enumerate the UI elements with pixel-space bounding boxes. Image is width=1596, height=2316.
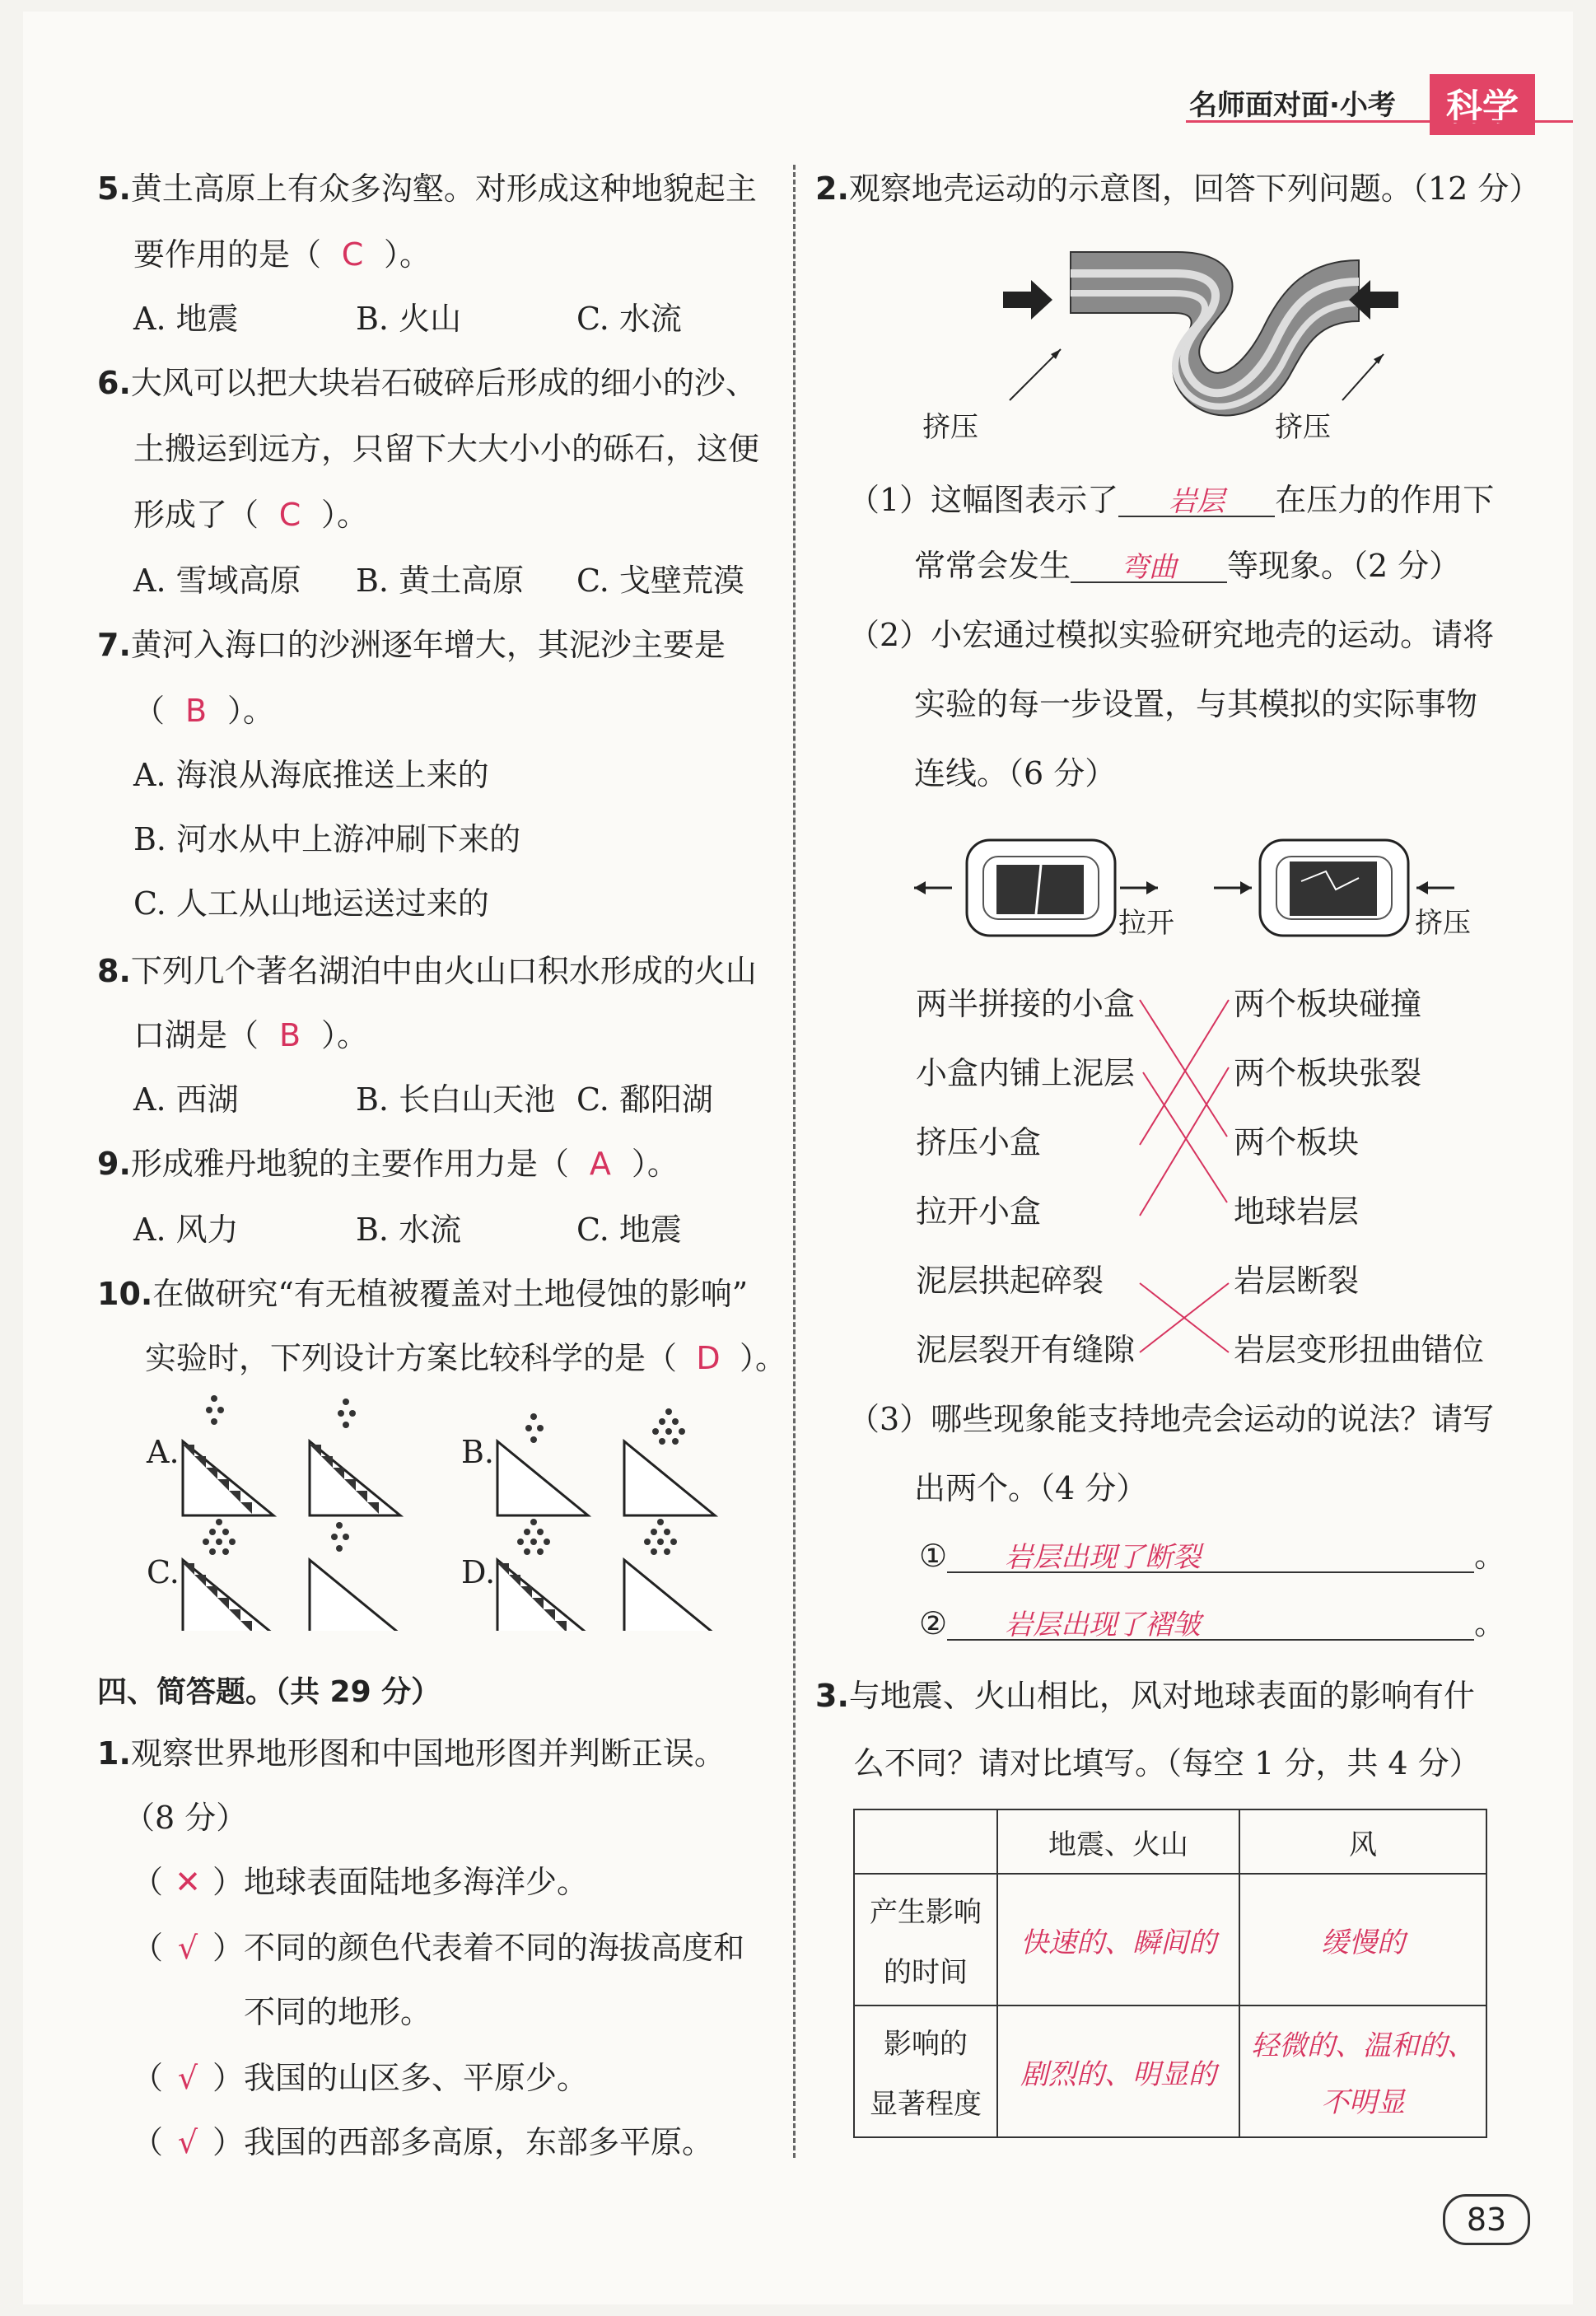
q10-answer: D — [696, 1340, 721, 1376]
q2-p3-answer-1: ① 岩层出现了断裂 。 — [919, 1538, 1506, 1574]
q9-option-c: C. 地震 — [576, 1212, 682, 1248]
match-left-5: 泥层拱起碎裂 — [916, 1263, 1104, 1299]
match-left-4: 拉开小盒 — [916, 1193, 1042, 1230]
crust-fold-diagram — [980, 239, 1408, 461]
s1-item-3-mark: √ — [177, 2060, 198, 2096]
q5-line1: 5.黄土高原上有众多沟壑。对形成这种地貌起主 — [97, 170, 757, 207]
q8-answer: B — [278, 1017, 301, 1053]
experiment-label-pull: 拉开 — [1118, 907, 1174, 940]
section4-title: 四、简答题。（共 29 分） — [97, 1675, 441, 1709]
diagram-label-left: 挤压 — [922, 411, 978, 444]
q6-line1: 6.大风可以把大块岩石破碎后形成的细小的沙、 — [97, 365, 757, 401]
column-divider — [793, 165, 796, 2158]
q2-p1-line1: （1）这幅图表示了 岩层 在压力的作用下 — [848, 482, 1495, 518]
q7-option-c: C. 人工从山地运送过来的 — [133, 885, 489, 922]
s1-item-1-mark: ✕ — [175, 1864, 201, 1900]
q3-line2: 么不同？请对比填写。（每空 1 分，共 4 分） — [853, 1745, 1481, 1781]
q7-answer: B — [184, 693, 208, 729]
page-number: 83 — [1443, 2194, 1530, 2245]
q6-option-c: C. 戈壁荒漠 — [576, 563, 744, 599]
q10-option-d-label: D. — [461, 1554, 496, 1590]
table-row1-quake: 快速的、瞬间的 — [997, 1874, 1239, 2005]
q2-p1-answer-1: 岩层 — [1169, 485, 1225, 518]
q5-answer: C — [341, 236, 364, 273]
match-right-1: 两个板块碰撞 — [1234, 986, 1422, 1022]
s1-item-2-mark: √ — [177, 1930, 198, 1966]
q9-option-b: B. 水流 — [356, 1212, 462, 1248]
q2-p2-line3: 连线。（6 分） — [914, 755, 1117, 791]
q2-p1-answer-2: 弯曲 — [1121, 551, 1178, 584]
header-brand: 名师面对面·小考 — [1189, 89, 1396, 122]
q8-option-b: B. 长白山天池 — [356, 1081, 556, 1118]
s1-item-4: （ √ ）我国的西部多高原，东部多平原。 — [132, 2124, 714, 2160]
s1-item-2-cont: 不同的地形。 — [244, 1994, 432, 2030]
q7-line2: （ B ）。 — [133, 693, 275, 729]
q7-option-a: A. 海浪从海底推送上来的 — [133, 757, 489, 793]
match-right-3: 两个板块 — [1234, 1124, 1360, 1160]
q8-option-a: A. 西湖 — [133, 1081, 239, 1118]
q2-p2-line1: （2）小宏通过模拟实验研究地壳的运动。请将 — [848, 617, 1495, 653]
match-right-5: 岩层断裂 — [1234, 1263, 1360, 1299]
q9-answer: A — [589, 1146, 611, 1182]
q6-option-a: A. 雪域高原 — [133, 563, 301, 599]
q5-option-a: A. 地震 — [133, 301, 239, 337]
s1-item-2: （ √ ）不同的颜色代表着不同的海拔高度和 — [132, 1930, 745, 1966]
match-left-1: 两半拼接的小盒 — [916, 986, 1136, 1022]
table-row2-wind: 轻微的、温和的、 不明显 — [1239, 2005, 1486, 2137]
q5-option-b: B. 火山 — [356, 301, 462, 337]
table-row1-label: 产生影响 的时间 — [854, 1874, 997, 2005]
q2-p3-answer-2: ② 岩层出现了褶皱 。 — [919, 1605, 1506, 1641]
q2-p1-line2: 常常会发生 弯曲 等现象。（2 分） — [914, 548, 1461, 584]
q7-option-b: B. 河水从中上游冲刷下来的 — [133, 821, 521, 857]
q9-line1: 9.形成雅丹地貌的主要作用力是（ A ）。 — [97, 1146, 679, 1182]
match-left-3: 挤压小盒 — [916, 1124, 1042, 1160]
matching-lines — [1136, 980, 1235, 1392]
q8-line2: 口湖是（ B ）。 — [133, 1017, 369, 1053]
header-rule — [1186, 120, 1573, 123]
s1-item-1: （ ✕ ）地球表面陆地多海洋少。 — [132, 1864, 589, 1900]
table-header-blank — [854, 1809, 997, 1874]
q10-option-c-label: C. — [147, 1554, 180, 1590]
match-left-2: 小盒内铺上泥层 — [916, 1055, 1136, 1091]
table-row2-label: 影响的 显著程度 — [854, 2005, 997, 2137]
q5-line2: 要作用的是（ C ）。 — [133, 236, 432, 273]
diagram-label-right: 挤压 — [1275, 411, 1331, 444]
q10-line1: 10.在做研究“有无植被覆盖对土地侵蚀的影响” — [97, 1276, 749, 1312]
q10-option-b-label: B. — [461, 1434, 495, 1470]
comparison-table — [853, 1809, 1487, 2138]
q2-p3-line2: 出两个。（4 分） — [914, 1470, 1148, 1506]
q6-answer: C — [278, 497, 301, 533]
experiment-label-squeeze: 挤压 — [1415, 907, 1471, 940]
q3-line1: 3.与地震、火山相比，风对地球表面的影响有什 — [815, 1678, 1475, 1714]
table-row1-wind: 缓慢的 — [1239, 1874, 1486, 2005]
header-subject-tag: 科学 — [1430, 74, 1535, 135]
experiment-boxes — [914, 832, 1491, 955]
q7-line1: 7.黄河入海口的沙洲逐年增大，其泥沙主要是 — [97, 627, 726, 663]
s1-points: （8 分） — [124, 1800, 248, 1836]
q9-option-a: A. 风力 — [133, 1212, 239, 1248]
s1-line1: 1.观察世界地形图和中国地形图并判断正误。 — [97, 1735, 726, 1772]
q5-option-c: C. 水流 — [576, 301, 682, 337]
q6-line3: 形成了（ C ）。 — [133, 497, 369, 533]
table-row2-quake: 剧烈的、明显的 — [997, 2005, 1239, 2137]
q8-line1: 8.下列几个著名湖泊中由火山口积水形成的火山 — [97, 953, 757, 989]
q2-p3-line1: （3）哪些现象能支持地壳会运动的说法？请写 — [848, 1401, 1495, 1437]
match-left-6: 泥层裂开有缝隙 — [916, 1332, 1136, 1368]
q10-line2: 实验时，下列设计方案比较科学的是（ D ）。 — [145, 1340, 787, 1376]
q10-slope-figures — [173, 1392, 766, 1631]
q2-title: 2.观察地壳运动的示意图，回答下列问题。（12 分） — [815, 170, 1541, 207]
q8-option-c: C. 鄱阳湖 — [576, 1081, 713, 1118]
s1-item-4-mark: √ — [177, 2124, 198, 2160]
q10-option-a-label: A. — [147, 1434, 180, 1470]
q2-p2-line2: 实验的每一步设置，与其模拟的实际事物 — [914, 686, 1478, 722]
match-right-4: 地球岩层 — [1234, 1193, 1360, 1230]
match-right-2: 两个板块张裂 — [1234, 1055, 1422, 1091]
q6-line2: 土搬运到远方，只留下大大小小的砾石，这便 — [133, 431, 760, 467]
match-right-6: 岩层变形扭曲错位 — [1234, 1332, 1485, 1368]
table-header-wind: 风 — [1239, 1809, 1486, 1874]
table-header-quake-volcano: 地震、火山 — [997, 1809, 1239, 1874]
s1-item-3: （ √ ）我国的山区多、平原少。 — [132, 2060, 589, 2096]
q6-option-b: B. 黄土高原 — [356, 563, 525, 599]
